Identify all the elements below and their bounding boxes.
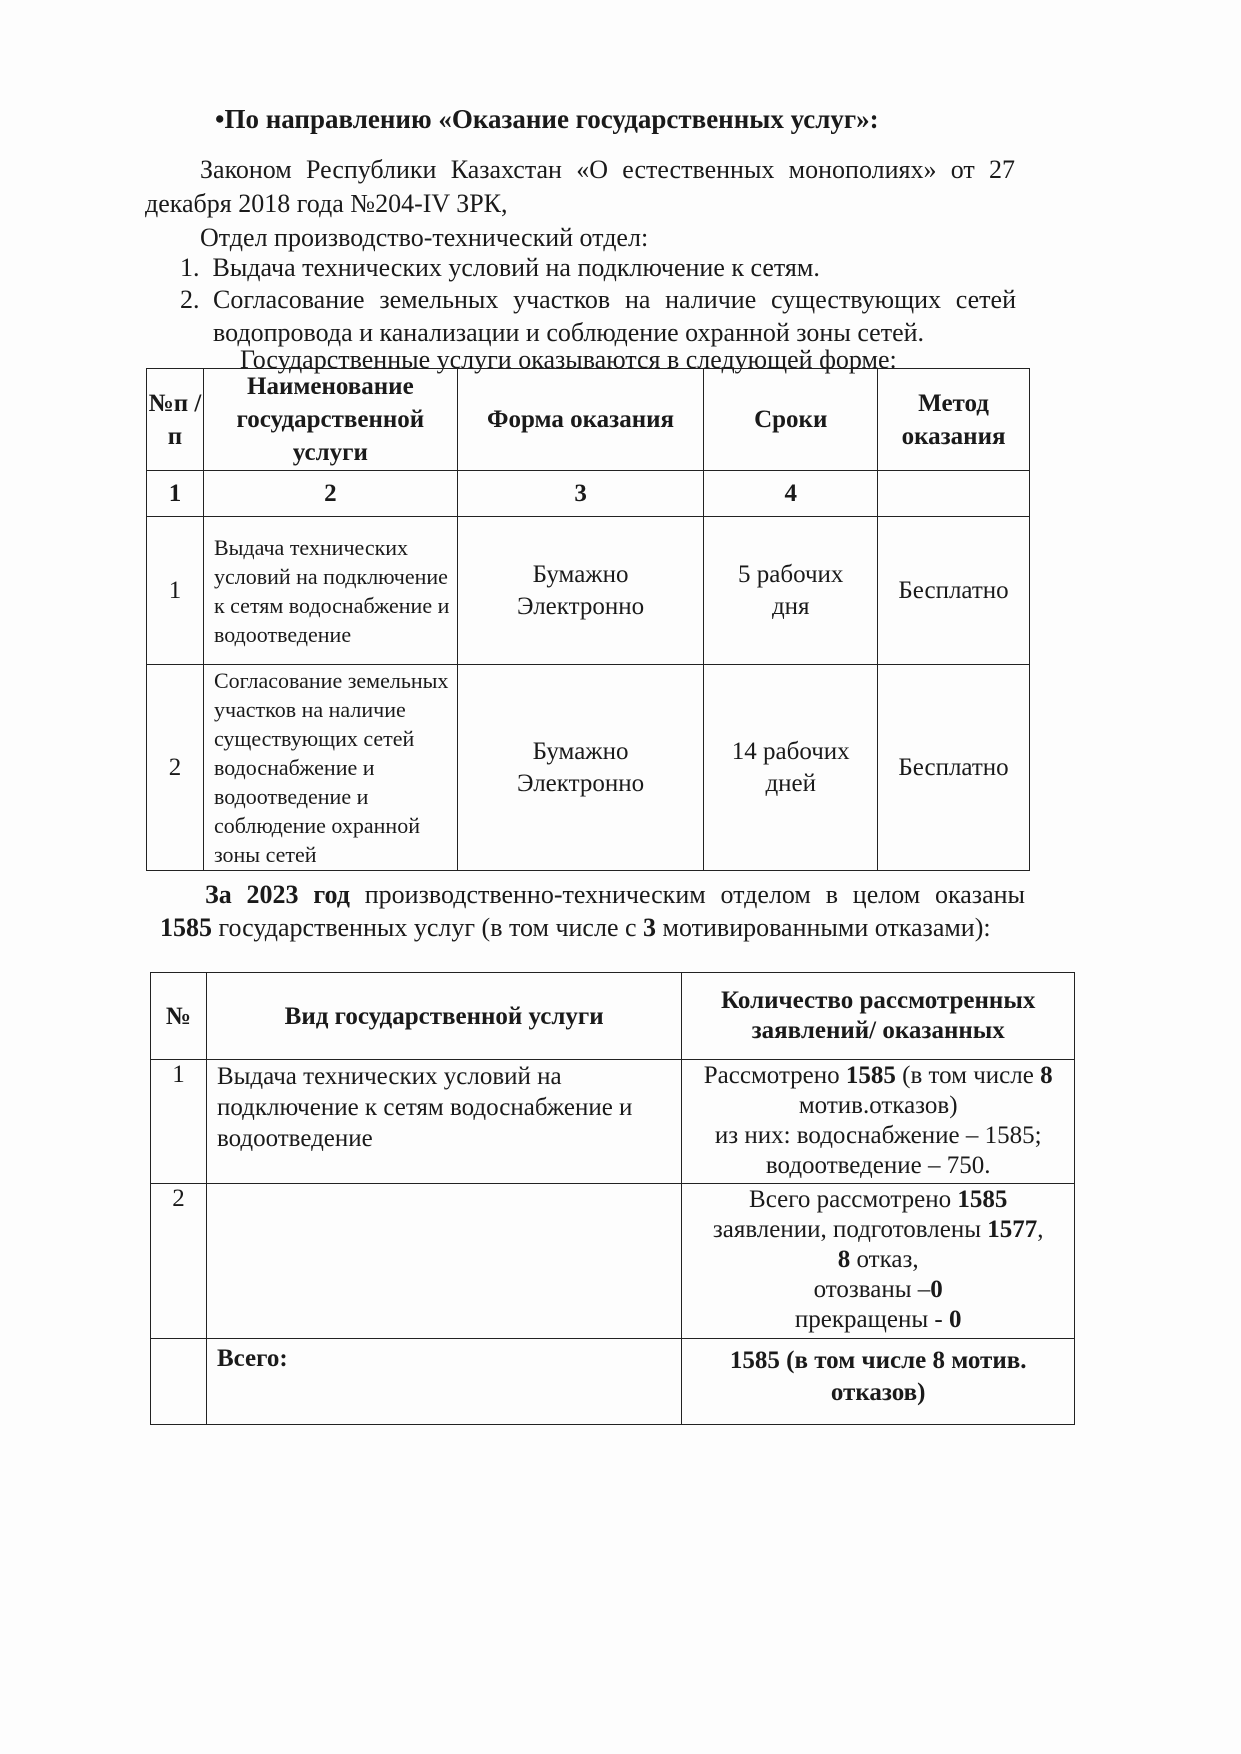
row-num: 2 bbox=[147, 665, 204, 871]
col-header-service-type: Вид государственной услуги bbox=[206, 973, 681, 1060]
law-line-2: декабря 2018 года №204-IV ЗРК, bbox=[145, 189, 508, 218]
row-num: 2 bbox=[151, 1184, 207, 1339]
service-method: Бесплатно bbox=[878, 665, 1030, 871]
table-row bbox=[147, 665, 1030, 871]
form-caption: Государственные услуги оказываются в следующей форме: bbox=[240, 345, 897, 374]
law-line-1: Законом Республики Казахстан «О естественных монополиях» от 27 bbox=[200, 155, 1015, 184]
service-name bbox=[206, 1184, 681, 1339]
list-item-2-line-1: Согласование земельных участков на наличие существующих сетей bbox=[213, 285, 1016, 314]
service-name: Выдача технических условий на подключение к сетям водоснабжение и водоотведение bbox=[206, 1060, 681, 1184]
row-num: 1 bbox=[151, 1060, 207, 1184]
list-item-1: 1. Выдача технических условий на подключение к сетям. bbox=[180, 253, 820, 282]
total-num-cell bbox=[151, 1339, 207, 1425]
col-number bbox=[878, 471, 1030, 517]
col-header-form: Форма оказания bbox=[457, 369, 704, 471]
summary-line-1: За 2023 год производственно-техническим отделом в целом оказаны bbox=[205, 880, 1025, 909]
services-stats-table bbox=[150, 972, 1075, 1425]
table-header-row bbox=[151, 973, 1075, 1060]
service-count: Всего рассмотрено 1585 заявлении, подготовлены 1577, 8 отказ, отозваны –0 прекращены - 0 bbox=[682, 1184, 1075, 1339]
col-header-count: Количество рассмотренных заявлений/ оказанных bbox=[682, 973, 1075, 1060]
col-header-method: Метод оказания bbox=[878, 369, 1030, 471]
service-count: Рассмотрено 1585 (в том числе 8 мотив.отказов) из них: водоснабжение – 1585; водоотведение – 750. bbox=[682, 1060, 1075, 1184]
service-name: Выдача технических условий на подключение к сетям водоснабжение и водоотведение bbox=[203, 517, 457, 665]
department-line: Отдел производство-технический отдел: bbox=[200, 223, 649, 252]
col-header-service-name: Наименование государственной услуги bbox=[203, 369, 457, 471]
col-number: 3 bbox=[457, 471, 704, 517]
service-method: Бесплатно bbox=[878, 517, 1030, 665]
col-header-num: № bbox=[151, 973, 207, 1060]
table-row bbox=[151, 1060, 1075, 1184]
col-header-terms: Сроки bbox=[704, 369, 878, 471]
total-value: 1585 (в том числе 8 мотив. отказов) bbox=[682, 1339, 1075, 1425]
section-heading: •По направлению «Оказание государственных услуг»: bbox=[215, 104, 879, 134]
summary-line-2: 1585 государственных услуг (в том числе с 3 мотивированными отказами): bbox=[160, 913, 991, 942]
total-row bbox=[151, 1339, 1075, 1425]
service-form: Бумажно Электронно bbox=[457, 665, 704, 871]
table-header-row bbox=[147, 369, 1030, 471]
column-number-row bbox=[147, 471, 1030, 517]
services-form-table bbox=[146, 368, 1030, 871]
service-name: Согласование земельных участков на наличие существующих сетей водоснабжение и водоотведение и соблюдение охранной зоны сетей bbox=[203, 665, 457, 871]
row-num: 1 bbox=[147, 517, 204, 665]
table-row bbox=[151, 1184, 1075, 1339]
service-form: Бумажно Электронно bbox=[457, 517, 704, 665]
list-item-2-line-2: водопровода и канализации и соблюдение охранной зоны сетей. bbox=[213, 318, 925, 347]
col-number: 2 bbox=[203, 471, 457, 517]
list-item-2-num: 2. bbox=[180, 285, 200, 314]
table-row bbox=[147, 517, 1030, 665]
total-label: Всего: bbox=[206, 1339, 681, 1425]
service-term: 5 рабочих дня bbox=[704, 517, 878, 665]
col-header-num: №п /п bbox=[147, 369, 204, 471]
col-number: 1 bbox=[147, 471, 204, 517]
col-number: 4 bbox=[704, 471, 878, 517]
service-term: 14 рабочих дней bbox=[704, 665, 878, 871]
